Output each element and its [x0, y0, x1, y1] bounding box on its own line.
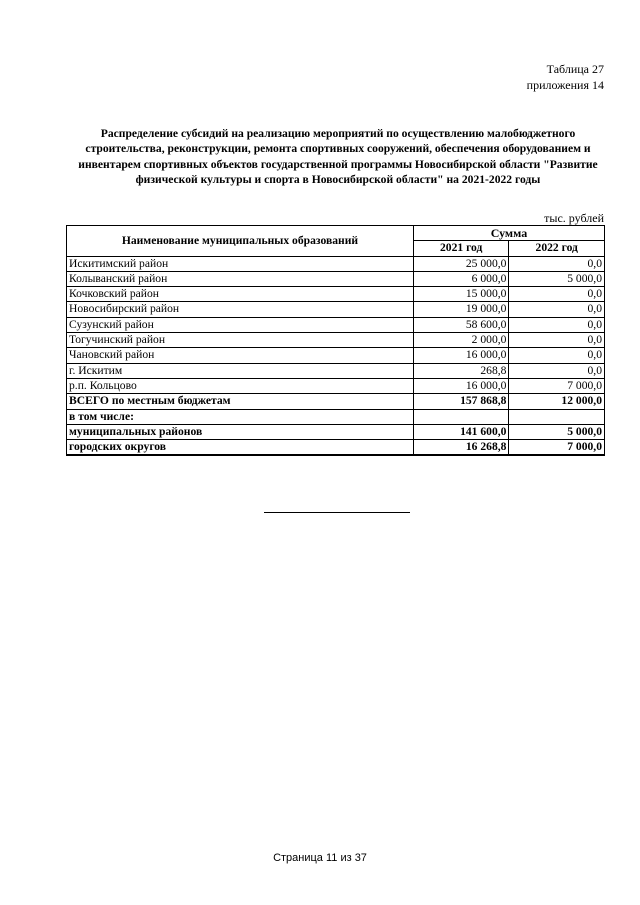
- column-header-sum: Сумма: [413, 226, 604, 241]
- row-value-2021: 16 000,0: [413, 378, 509, 393]
- row-value-2022: 0,0: [509, 256, 605, 271]
- row-name: Искитимский район: [67, 256, 414, 271]
- page-number: Страница 11 из 37: [273, 852, 367, 864]
- subtotal-caption-row: [67, 409, 605, 424]
- table-row: [67, 333, 605, 348]
- row-value-2021: 25 000,0: [413, 256, 509, 271]
- row-value-2022: 0,0: [509, 348, 605, 363]
- table-row: [67, 271, 605, 286]
- row-value-2021: 16 268,8: [413, 440, 509, 456]
- row-name: муниципальных районов: [67, 424, 414, 439]
- row-value-2021: 15 000,0: [413, 287, 509, 302]
- row-name: Колыванский район: [67, 271, 414, 286]
- row-name: Кочковский район: [67, 287, 414, 302]
- subtotal-row: [67, 440, 605, 456]
- table-number: Таблица 27: [546, 62, 604, 76]
- table-row: [67, 317, 605, 332]
- row-value-2022: 0,0: [509, 363, 605, 378]
- separator-line: [264, 512, 410, 513]
- table-reference: [527, 61, 604, 93]
- row-value-2022: 5 000,0: [509, 271, 605, 286]
- table-row: [67, 302, 605, 317]
- row-value-2022: 0,0: [509, 302, 605, 317]
- row-value-2021: 19 000,0: [413, 302, 509, 317]
- row-value-2022: 0,0: [509, 287, 605, 302]
- row-value-2022: 0,0: [509, 333, 605, 348]
- row-value-2021: 141 600,0: [413, 424, 509, 439]
- appendix-number: приложения 14: [526, 78, 604, 92]
- row-value-2021: [413, 409, 509, 424]
- row-value-2021: 157 868,8: [413, 394, 509, 409]
- row-value-2022: 12 000,0: [509, 394, 605, 409]
- table-row: [67, 348, 605, 363]
- subsidies-table: [66, 225, 605, 456]
- row-value-2021: 6 000,0: [413, 271, 509, 286]
- row-name: Чановский район: [67, 348, 414, 363]
- row-value-2021: 268,8: [413, 363, 509, 378]
- column-header-2021: 2021 год: [413, 241, 509, 256]
- row-name: Тогучинский район: [67, 333, 414, 348]
- row-value-2022: 0,0: [509, 317, 605, 332]
- column-header-name: Наименование муниципальных образований: [67, 226, 414, 257]
- row-name: Сузунский район: [67, 317, 414, 332]
- row-name: р.п. Кольцово: [67, 378, 414, 393]
- table-row: [67, 256, 605, 271]
- row-value-2022: 5 000,0: [509, 424, 605, 439]
- row-value-2022: 7 000,0: [509, 378, 605, 393]
- table-row: [67, 363, 605, 378]
- row-name: в том числе:: [67, 409, 414, 424]
- table-row: [67, 287, 605, 302]
- total-row: [67, 394, 605, 409]
- row-value-2021: 16 000,0: [413, 348, 509, 363]
- row-value-2022: 7 000,0: [509, 440, 605, 456]
- row-value-2022: [509, 409, 605, 424]
- row-name: городских округов: [67, 440, 414, 456]
- units-label: тыс. рублей: [544, 211, 604, 225]
- table-row: [67, 378, 605, 393]
- row-value-2021: 58 600,0: [413, 317, 509, 332]
- row-name: ВСЕГО по местным бюджетам: [67, 394, 414, 409]
- row-name: г. Искитим: [67, 363, 414, 378]
- column-header-2022: 2022 год: [509, 241, 605, 256]
- document-title: Распределение субсидий на реализацию мероприятий по осуществлению малобюджетного строительства, реконструкции, ремонта спортивных сооружений, обеспечения оборудованием и инвентарем спортивных объектов государственной программы Новосибирской области "Развитие физической культуры и спорта в Новосибирской области" на 2021-2022 годы: [78, 127, 598, 186]
- row-name: Новосибирский район: [67, 302, 414, 317]
- row-value-2021: 2 000,0: [413, 333, 509, 348]
- subtotal-row: [67, 424, 605, 439]
